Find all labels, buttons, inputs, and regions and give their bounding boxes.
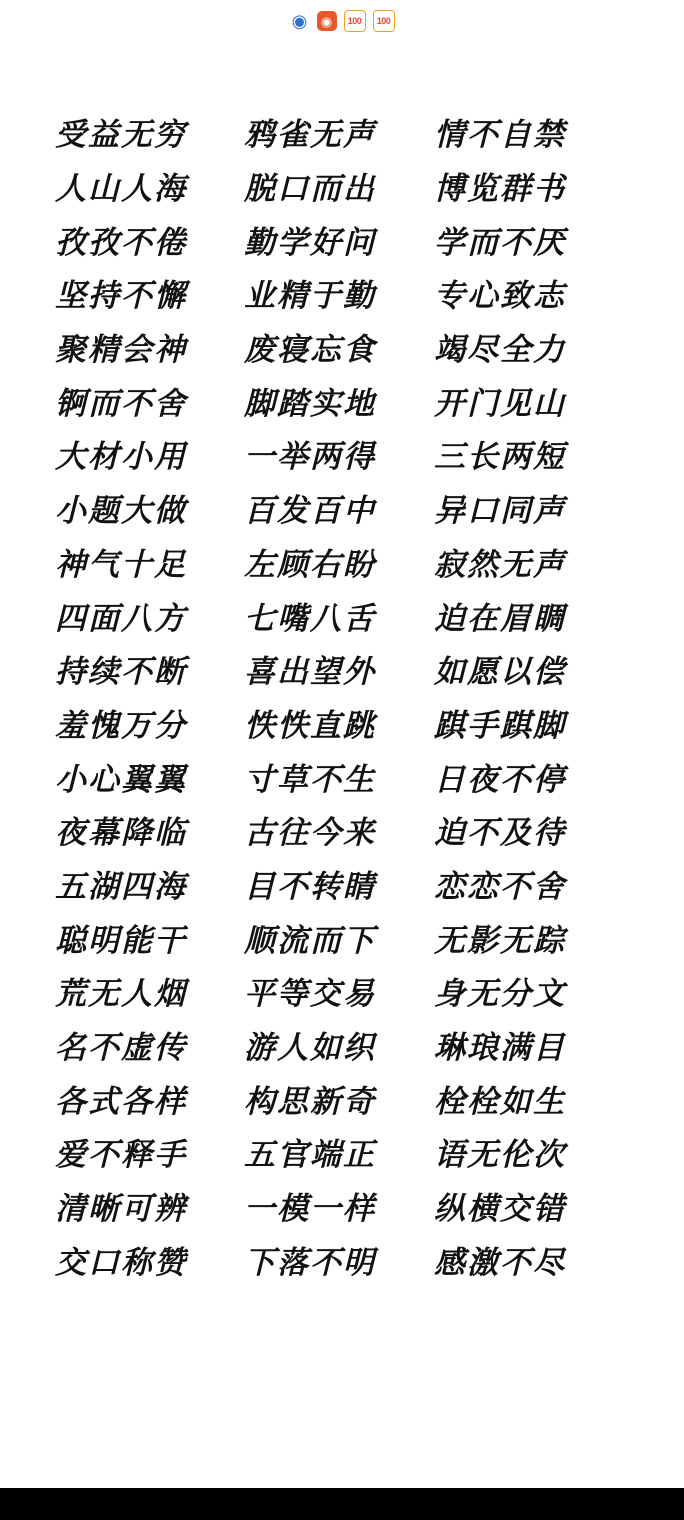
idiom-cell: 游人如织 [244, 1030, 376, 1066]
idiom-cell: 孜孜不倦 [55, 224, 187, 260]
idiom-cell: 目不转睛 [244, 868, 376, 904]
idiom-cell: 四面八方 [55, 600, 187, 636]
idiom-cell: 五官端正 [244, 1137, 376, 1173]
table-row [0, 696, 684, 750]
idiom-cell: 迫不及待 [434, 815, 566, 851]
idiom-cell: 受益无穷 [55, 117, 187, 153]
table-row [0, 749, 684, 803]
table-row [0, 481, 684, 535]
table-row [0, 373, 684, 427]
idiom-cell: 无影无踪 [434, 922, 566, 958]
idiom-cell: 寸草不生 [244, 761, 376, 797]
idiom-cell: 学而不厌 [434, 224, 566, 260]
table-row [0, 320, 684, 374]
idiom-cell: 博览群书 [434, 171, 566, 207]
idiom-cell: 三长两短 [434, 439, 566, 475]
idiom-cell: 神气十足 [55, 546, 187, 582]
hundred-points-icon-2: 100 [373, 10, 395, 32]
idiom-cell: 脚踏实地 [244, 385, 376, 421]
idiom-cell: 日夜不停 [434, 761, 566, 797]
idiom-cell: 恋恋不舍 [434, 868, 566, 904]
idiom-cell: 夜幕降临 [55, 815, 187, 851]
idiom-cell: 大材小用 [55, 439, 187, 475]
idiom-cell: 语无伦次 [434, 1137, 566, 1173]
idiom-cell: 荒无人烟 [55, 976, 187, 1012]
idiom-cell: 鸦雀无声 [244, 117, 376, 153]
table-row [0, 212, 684, 266]
table-row [0, 427, 684, 481]
idiom-cell: 一模一样 [244, 1191, 376, 1227]
idiom-cell: 人山人海 [55, 171, 187, 207]
idiom-cell: 如愿以偿 [434, 654, 566, 690]
idiom-cell: 左顾右盼 [244, 546, 376, 582]
idiom-cell: 喜出望外 [244, 654, 376, 690]
table-row [0, 1125, 684, 1179]
idiom-cell: 构思新奇 [244, 1083, 376, 1119]
idiom-cell: 开门见山 [434, 385, 566, 421]
idiom-cell: 感激不尽 [434, 1244, 566, 1280]
idiom-cell: 小心翼翼 [55, 761, 187, 797]
idiom-cell: 聪明能干 [55, 922, 187, 958]
idiom-cell: 交口称赞 [55, 1244, 187, 1280]
table-row [0, 964, 684, 1018]
idiom-cell: 怢怢直跳 [244, 707, 376, 743]
idiom-cell: 异口同声 [434, 493, 566, 529]
idiom-cell: 废寝忘食 [244, 332, 376, 368]
hundred-points-icon-1: 100 [344, 10, 366, 32]
idiom-cell: 五湖四海 [55, 868, 187, 904]
table-row [0, 1179, 684, 1233]
table-row [0, 1232, 684, 1286]
idiom-cell: 小题大做 [55, 493, 187, 529]
idiom-cell: 古往今来 [244, 815, 376, 851]
table-row [0, 266, 684, 320]
idiom-cell: 下落不明 [244, 1244, 376, 1280]
idiom-cell: 寂然无声 [434, 546, 566, 582]
table-row [0, 642, 684, 696]
idiom-cell: 一举两得 [244, 439, 376, 475]
idiom-cell: 七嘴八舌 [244, 600, 376, 636]
table-row [0, 535, 684, 589]
idiom-cell: 脱口而出 [244, 171, 376, 207]
idiom-cell: 迫在眉睭 [434, 600, 566, 636]
table-row [0, 803, 684, 857]
idiom-cell: 情不自禁 [434, 117, 566, 153]
idiom-cell: 身无分文 [434, 976, 566, 1012]
idiom-cell: 羞愧万分 [55, 707, 187, 743]
table-row [0, 910, 684, 964]
globe-icon: ◉ [290, 11, 310, 31]
idiom-cell: 名不虚传 [55, 1030, 187, 1066]
idiom-cell: 持续不断 [55, 654, 187, 690]
table-row [0, 1071, 684, 1125]
idiom-cell: 踑手踑脚 [434, 707, 566, 743]
idiom-cell: 勤学好问 [244, 224, 376, 260]
idiom-cell: 聚精会神 [55, 332, 187, 368]
idiom-table [0, 105, 684, 1286]
weibo-icon: ◉ [317, 11, 337, 31]
idiom-cell: 爱不释手 [55, 1137, 187, 1173]
idiom-cell: 各式各样 [55, 1083, 187, 1119]
idiom-cell: 顺流而下 [244, 922, 376, 958]
table-row [0, 105, 684, 159]
icon-bar [0, 8, 684, 34]
idiom-cell: 锕而不舍 [55, 385, 187, 421]
idiom-cell: 清晰可辨 [55, 1191, 187, 1227]
idiom-cell: 栓栓如生 [434, 1083, 566, 1119]
idiom-cell: 纵横交错 [434, 1191, 566, 1227]
table-row [0, 588, 684, 642]
table-row [0, 857, 684, 911]
idiom-cell: 百发百中 [244, 493, 376, 529]
idiom-cell: 平等交易 [244, 976, 376, 1012]
idiom-cell: 琳琅满目 [434, 1030, 566, 1066]
idiom-cell: 竭尽全力 [434, 332, 566, 368]
idiom-cell: 专心致志 [434, 278, 566, 314]
idiom-cell: 业精于勤 [244, 278, 376, 314]
table-row [0, 159, 684, 213]
table-row [0, 1018, 684, 1072]
idiom-cell: 坚持不懈 [55, 278, 187, 314]
